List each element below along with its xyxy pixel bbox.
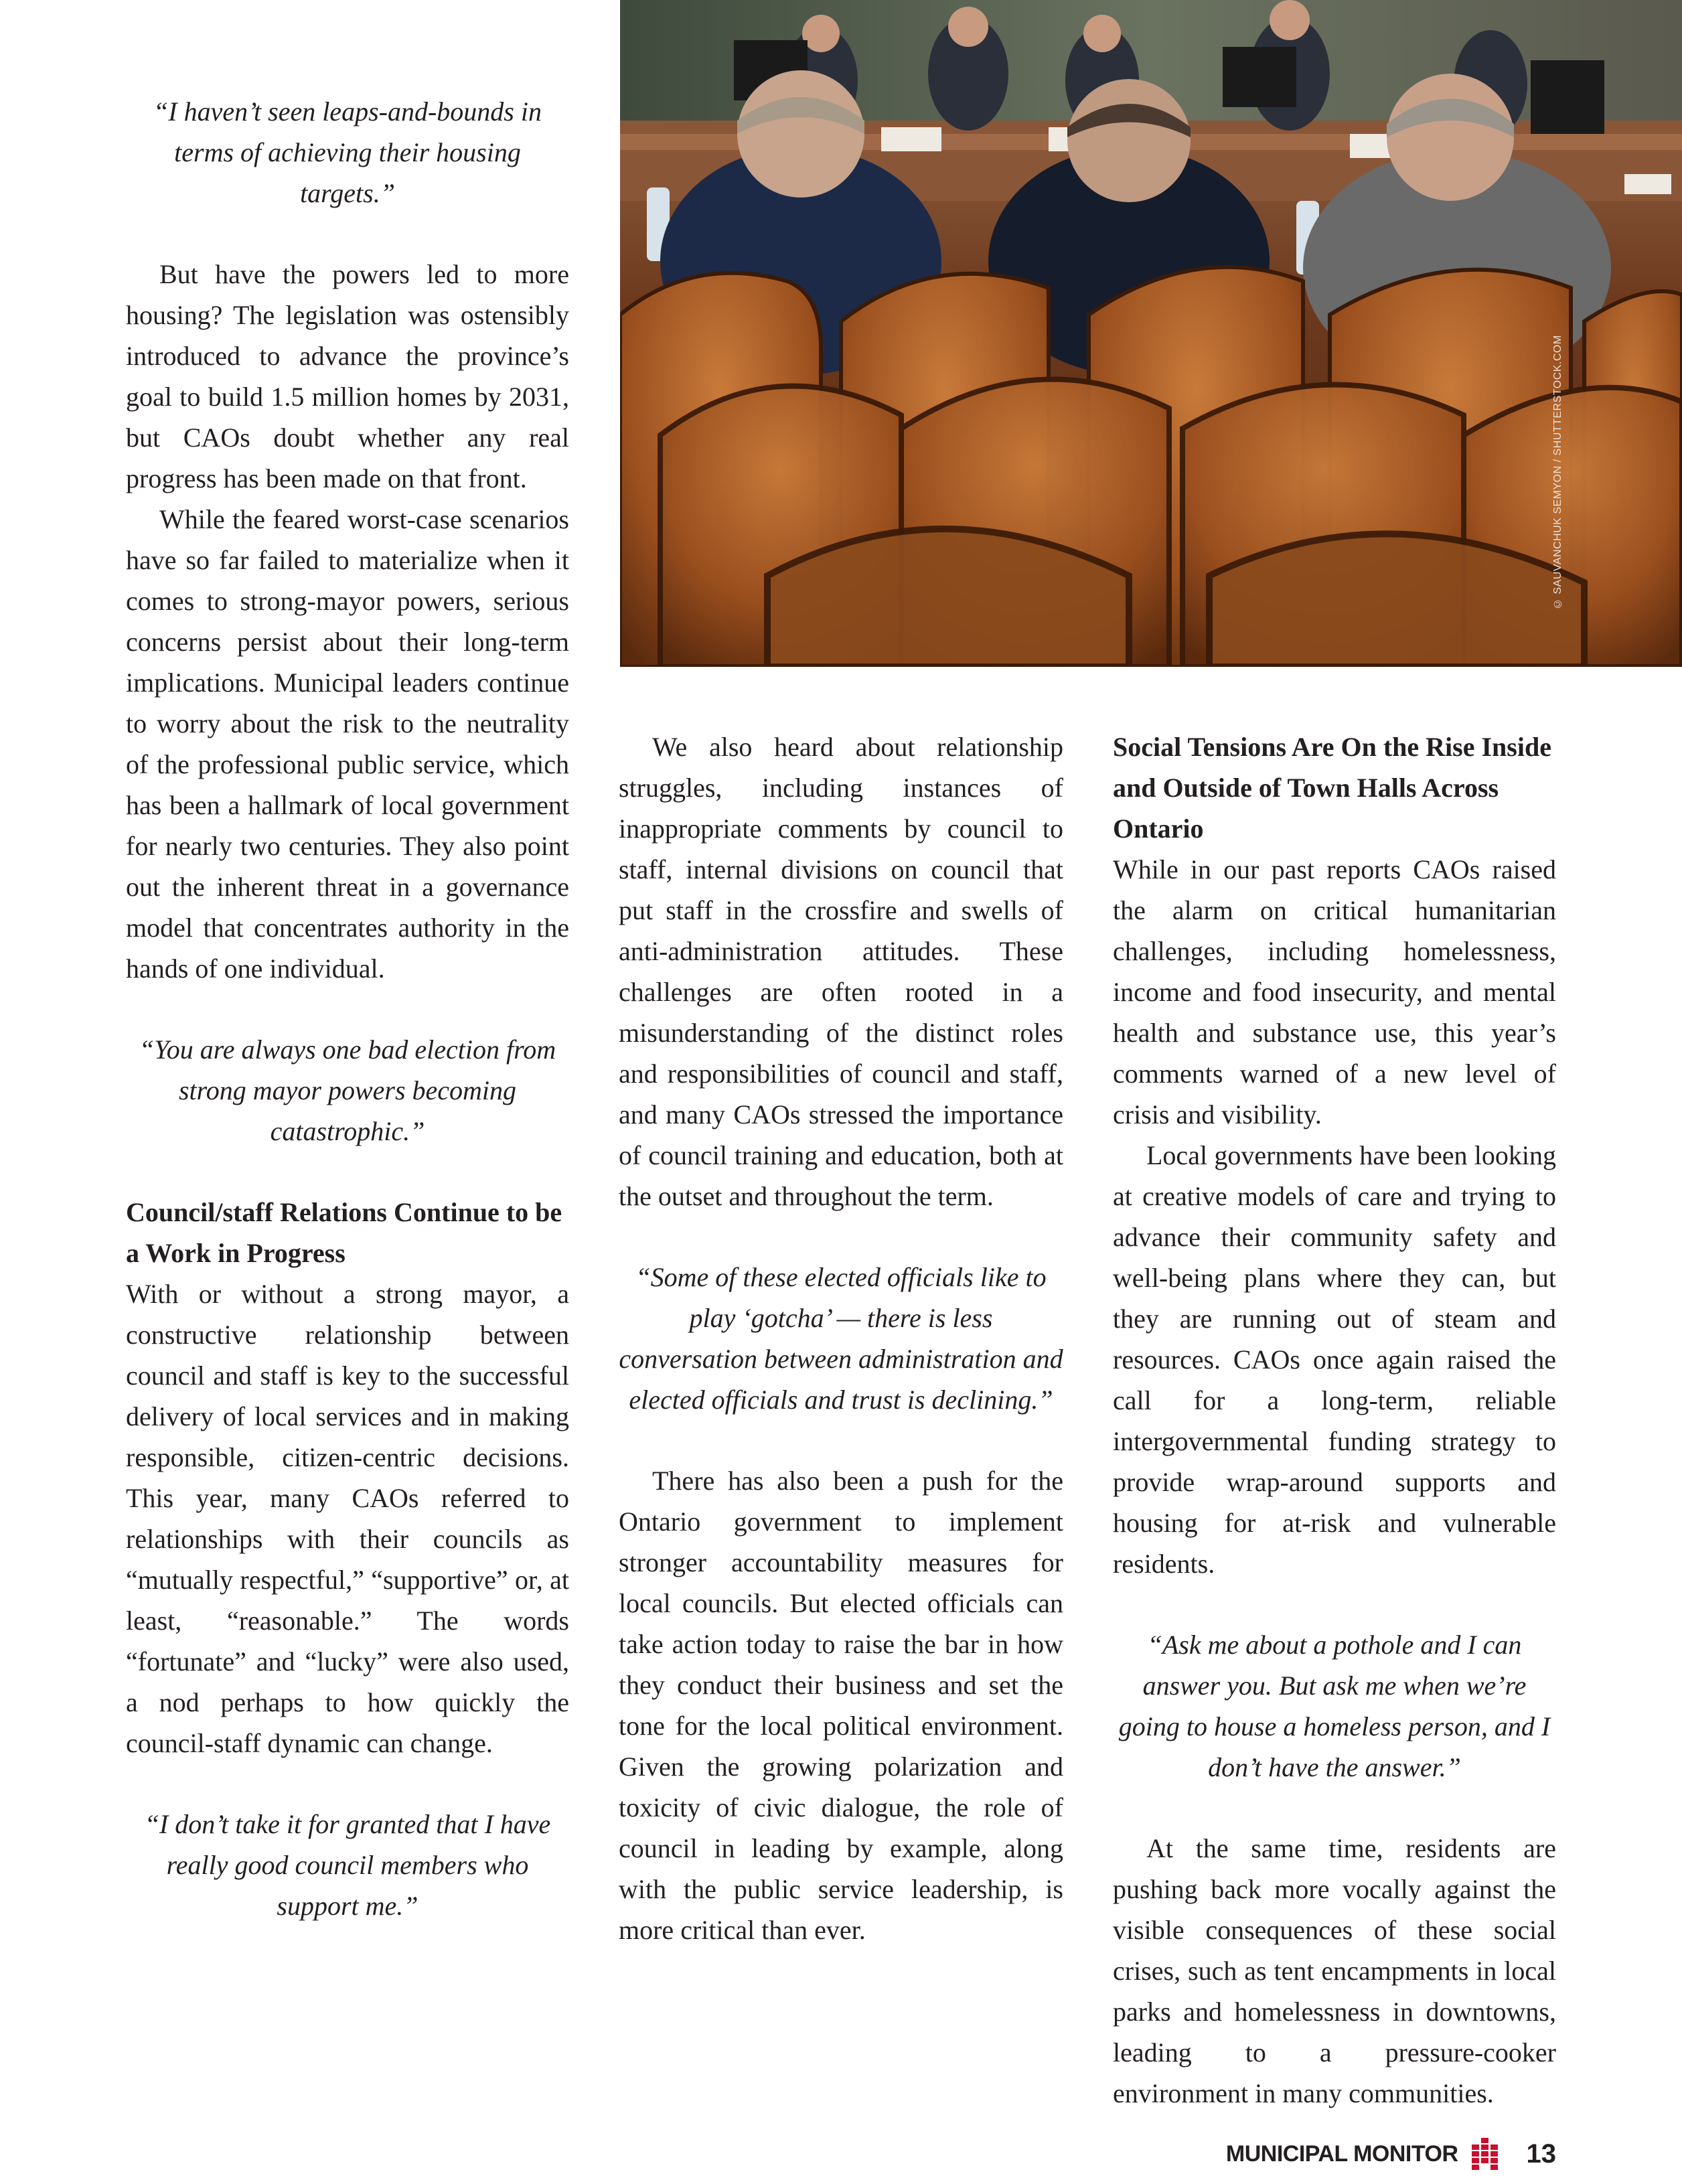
column-left <box>126 91 569 1926</box>
section-heading: Council/staff Relations Continue to be a Work in Progress <box>126 1197 562 1268</box>
pull-quote: “Ask me about a pothole and I can answer you. But ask me when we’re going to house a homeless person, and I don’t have the answer.” <box>1118 1630 1551 1782</box>
body-paragraph: While the feared worst-case scenarios have so far failed to materialize when it comes to strong-mayor powers, serious concerns persist about their long-term implications. Municipal leaders continue to worry about the risk to the neutrality of the professional public service, which has been a hallmark of local government for nearly two centuries. They also point out the inherent threat in a governance model that concentrates authority in the hands of one individual. <box>126 504 569 984</box>
body-paragraph: We also heard about relationship struggles, including instances of inappropriate comments by council to staff, internal divisions on council that put staff in the crossfire and swells of anti-administration attitudes. These challenges are often rooted in a misunderstanding of the distinct roles and responsibilities of council and staff, and many CAOs stressed the importance of council training and education, both at the outset and throughout the term. <box>619 732 1063 1211</box>
body-paragraph: Local governments have been looking at creative models of care and trying to advance their community safety and well-being plans where they can, but they are running out of steam and resources. CAOs once again raised the call for a long-term, reliable intergovernmental funding strategy to provide wrap-around supports and housing for at-risk and vulnerable residents. <box>1113 1140 1556 1579</box>
column-right <box>1113 726 1556 2114</box>
pull-quote: “You are always one bad election from strong mayor powers becoming catastrophic.” <box>139 1034 556 1146</box>
grid-dots-icon <box>1470 2138 1500 2170</box>
body-paragraph: There has also been a push for the Ontario government to implement stronger accountability measures for local councils. But elected officials can take action today to raise the bar in how they conduct their business and set the tone for the local political environment. Given the growing polarization and toxicity of civic dialogue, the role of council in leading by example, along with the public service leadership, is more critical than ever. <box>619 1466 1063 1945</box>
publication-name: MUNICIPAL MONITOR <box>1225 2140 1458 2167</box>
pull-quote: “Some of these elected officials like to play ‘gotcha’ — there is less conversation between administration and elected officials and trust is declining.” <box>619 1262 1063 1415</box>
page-footer <box>1226 2137 1556 2171</box>
pull-quote: “I don’t take it for granted that I have really good council members who support me.” <box>144 1809 551 1921</box>
page-number: 13 <box>1526 2138 1556 2169</box>
body-paragraph: But have the powers led to more housing? The legislation was ostensibly introduced to advance the province’s goal to build 1.5 million homes by 2031, but CAOs doubt whether any real progress has been made on that front. <box>126 259 569 493</box>
photo-credit: © SAUVANCHUK SEMYON / SHUTTERSTOCK.COM <box>1552 335 1563 609</box>
body-paragraph: With or without a strong mayor, a constructive relationship between council and staff is key to the successful delivery of local services and in making responsible, citizen-centric decisions. This year, many CAOs referred to relationships with their councils as “mutually respectful,” “supportive” or, at least, “reasonable.” The words “fortunate” and “lucky” were also used, a nod perhaps to how quickly the council-staff dynamic can change. <box>126 1279 569 1758</box>
section-heading: Social Tensions Are On the Rise Inside and Outside of Town Halls Across Ontario <box>1113 732 1551 844</box>
body-paragraph: At the same time, residents are pushing back more vocally against the visible consequences of these social crises, such as tent encampments in local parks and homelessness in downtowns, leading to a pressure-cooker environment in many communities. <box>1113 1833 1556 2108</box>
pull-quote: “I haven’t seen leaps-and-bounds in terms of achieving their housing targets.” <box>153 96 542 208</box>
meeting-room-photo <box>620 0 1682 667</box>
column-middle <box>619 726 1063 1950</box>
body-paragraph: While in our past reports CAOs raised the alarm on critical humanitarian challenges, including homelessness, income and food insecurity, and mental health and substance use, this year’s comments warned of a new level of crisis and visibility. <box>1113 854 1556 1129</box>
